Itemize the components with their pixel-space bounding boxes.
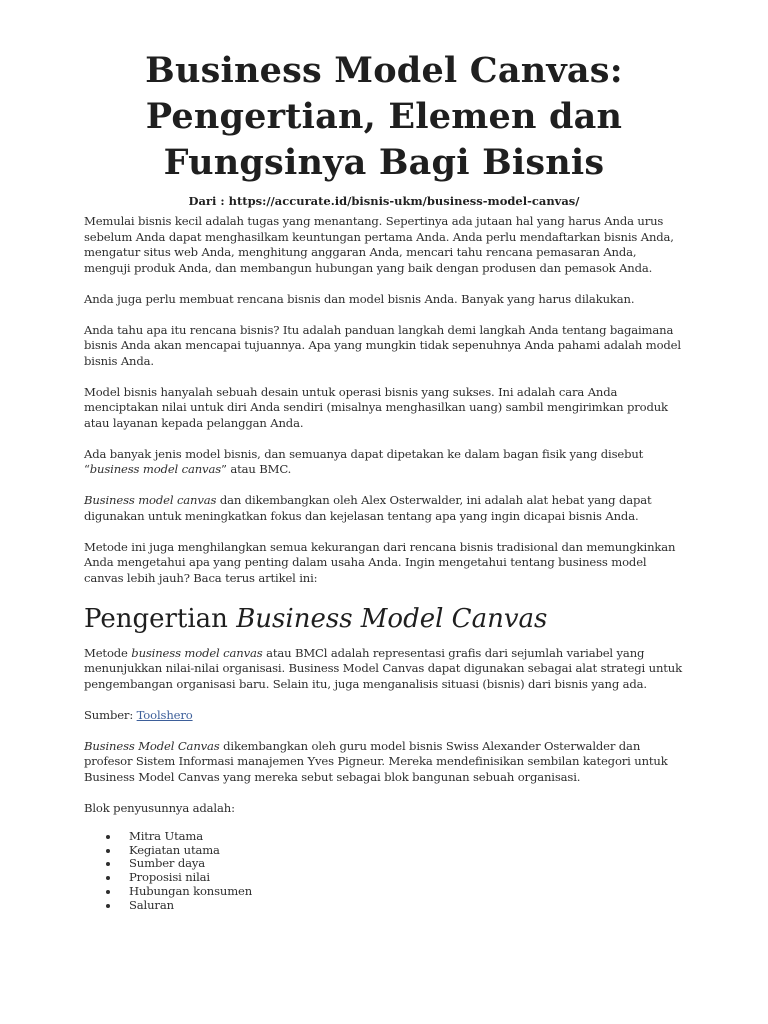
text-span: Ada banyak jenis model bisnis, dan semuanya dapat dipetakan ke dalam bagan fisik yang disebut “ [84, 446, 644, 476]
paragraph-4: Model bisnis hanyalah sebuah desain untuk operasi bisnis yang sukses. Ini adalah cara Anda menciptakan nilai untuk diri Anda sendiri (misalnya menghasilkan uang) sambil mengirimkan produk atau layanan kepada pelanggan Anda. [84, 384, 668, 430]
heading-plain: Pengertian [84, 603, 237, 634]
building-blocks-list [84, 830, 684, 912]
italic-term: Business Model Canvas [84, 738, 220, 753]
list-item: Saluran [84, 899, 684, 913]
list-item: Hubungan konsumen [84, 885, 684, 899]
text-span: Metode [84, 645, 132, 660]
italic-term: business model canvas [131, 645, 263, 660]
document-page [84, 48, 684, 912]
text-span: atau BMCl adalah representasi grafis dari sejumlah variabel yang menunjukkan nilai-nilai organisasi. Business Model Canvas dapat digunakan sebagai alat strategi untuk pengembangan organisasi baru. Selain itu, juga menganalisis situasi (bisnis) dari bisnis yang ada. [84, 645, 682, 691]
paragraph-intro: Memulai bisnis kecil adalah tugas yang menantang. Sepertinya ada jutaan hal yang harus Anda urus sebelum Anda dapat menghasilkam keuntungan pertama Anda. Anda perlu mendaftarkan bisnis Anda, mengatur situs web Anda, menghitung anggaran Anda, mencari tahu rencana pemasaran Anda, menguji produk Anda, dan membangun hubungan yang baik dengan produsen dan pemasok Anda. [84, 214, 674, 275]
toolshero-link[interactable]: Toolshero [136, 707, 193, 722]
text-span: dan dikembangkan oleh Alex Osterwalder, ini adalah alat hebat yang dapat digunakan untuk meningkatkan fokus dan kejelasan tentang apa yang ingin dicapai bisnis Anda. [84, 493, 652, 523]
italic-term: business model canvas [89, 462, 222, 476]
list-item: Mitra Utama [84, 830, 684, 844]
text-span: dikembangkan oleh guru model bisnis Swiss Alexander Osterwalder dan profesor Sistem Informasi manajemen Yves Pigneur. Mereka mendefinisikan sembilan kategori untuk Business Model Canvas yang mereka sebut sebagai blok bangunan sebuah organisasi. [84, 738, 668, 784]
section-heading [84, 602, 684, 636]
section-paragraph-1 [84, 646, 684, 693]
list-intro: Blok penyusunnya adalah: [84, 800, 235, 815]
paragraph-3: Anda tahu apa itu rencana bisnis? Itu adalah panduan langkah demi langkah Anda tentang bagaimana bisnis Anda akan mencapai tujuannya. Apa yang mungkin tidak sepenuhnya Anda pahami adalah model bisnis Anda. [84, 322, 681, 368]
list-item: Proposisi nilai [84, 871, 684, 885]
paragraph-6 [84, 493, 684, 524]
text-span: ” atau BMC. [221, 462, 292, 476]
source-label: Sumber: [84, 707, 137, 722]
list-item: Kegiatan utama [84, 844, 684, 858]
document-title: Business Model Canvas: Pengertian, Elemen dan Fungsinya Bagi Bisnis [145, 50, 623, 183]
source-line: Dari : https://accurate.id/bisnis-ukm/business-model-canvas/ [188, 194, 580, 208]
paragraph-2: Anda juga perlu membuat rencana bisnis dan model bisnis Anda. Banyak yang harus dilakukan. [84, 291, 635, 306]
italic-term: Business model canvas [84, 493, 217, 507]
paragraph-5 [84, 447, 684, 478]
section-paragraph-2 [84, 739, 684, 786]
source-reference [84, 708, 684, 724]
heading-italic: Business Model Canvas [236, 603, 548, 634]
list-item: Sumber daya [84, 857, 684, 871]
paragraph-7: Metode ini juga menghilangkan semua kekurangan dari rencana bisnis tradisional dan memungkinkan Anda mengetahui apa yang penting dalam usaha Anda. Ingin mengetahui tentang business model canvas lebih jauh? Baca terus artikel ini: [84, 539, 676, 585]
